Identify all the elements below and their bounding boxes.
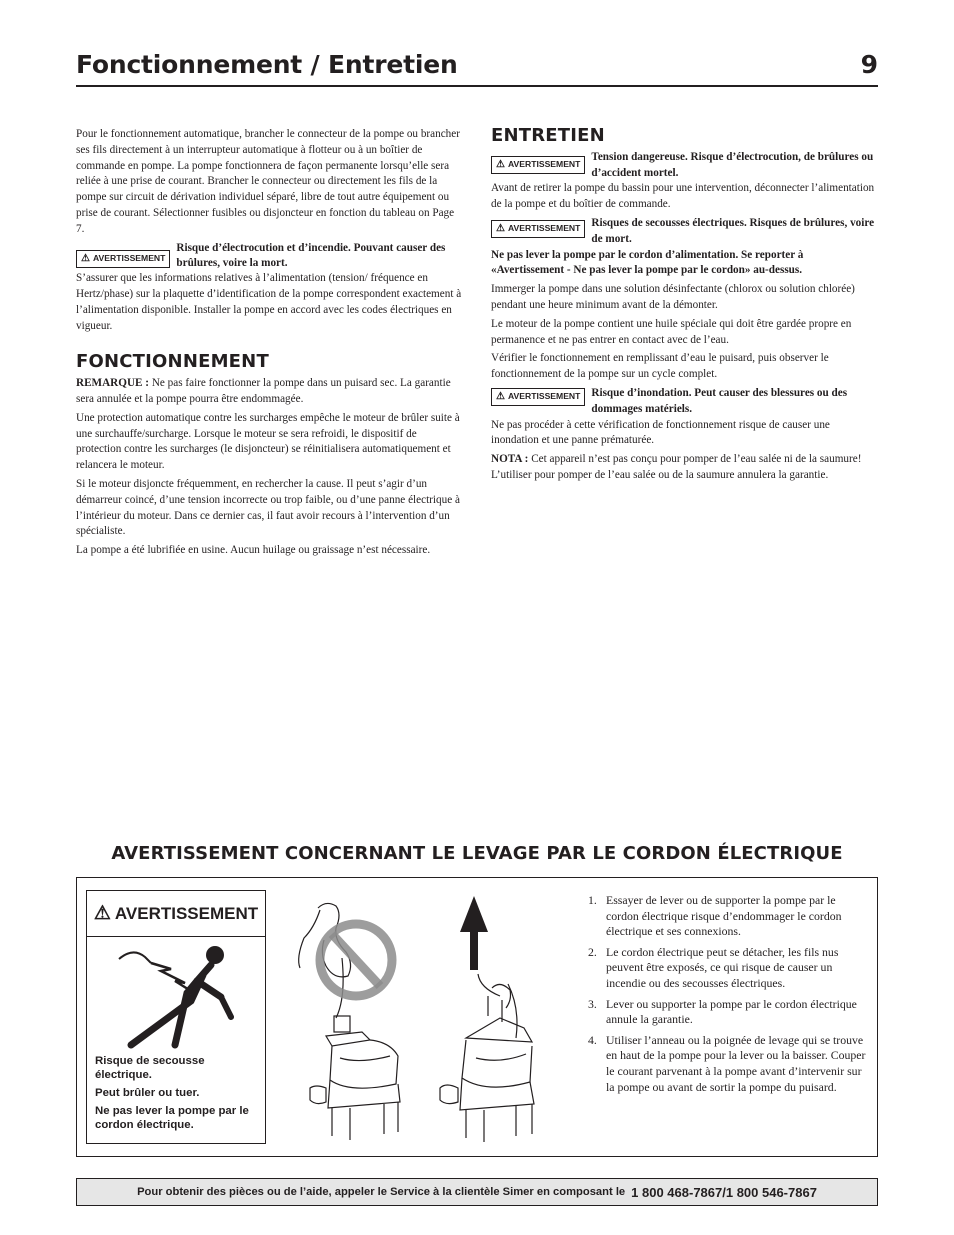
- safety-label-text: [95, 1054, 261, 1136]
- warning-body: S’assurer que les informations relatives à l’alimentation (tension/ fréquence en Hertz/phase) sur la plaquette d’identification de la pompe correspondent exactement à l’alimentation disponible. Installer la pompe en accord avec les codes électriques en vigueur.: [76, 272, 462, 332]
- tension-warning: [491, 150, 879, 182]
- warning-bold-text: Risque d’électrocution et d’incendie. Pouvant causer des brûlures, voire la mort.: [176, 241, 446, 270]
- remarque-text: Ne pas faire fonctionner la pompe dans un puisard sec. La garantie sera annulée et la pompe pourra être endommagée.: [76, 377, 451, 405]
- secousses-warning: [491, 216, 879, 248]
- warning-bold-text: Risque d’inondation. Peut causer des blessures ou des dommages matériels.: [591, 386, 848, 415]
- immerger-paragraph: Immerger la pompe dans une solution désinfectante (chlorox ou solution chlorée) pendant une heure minimum avant de la démonter.: [491, 283, 855, 311]
- safety-label: [86, 890, 266, 1144]
- list-item: 1. Essayer de lever ou de supporter la pompe par le cordon électrique risque d’endommager le cordon électrique et ses connexions.: [588, 893, 842, 939]
- lift-warning-title: AVERTISSEMENT CONCERNANT LE LEVAGE PAR LE CORDON ÉLECTRIQUE: [111, 843, 843, 864]
- header-rule: [76, 85, 878, 87]
- huile-paragraph: Le moteur de la pompe contient une huile spéciale qui doit être gardée propre en permanence et ne pas entrer en contact avec de l’eau.: [491, 317, 852, 346]
- lift-steps: [588, 893, 866, 1100]
- warning-badge: ⚠ AVERTISSEMENT: [76, 250, 170, 268]
- section-heading-entretien: ENTRETIEN: [491, 125, 605, 146]
- label-line: Ne pas lever la pompe par le cordon électrique.: [95, 1105, 249, 1131]
- electrocution-icon: [111, 941, 241, 1051]
- warning-badge: ⚠ AVERTISSEMENT: [491, 156, 585, 174]
- footer-phone: 1 800 468-7867/1 800 546-7867: [631, 1184, 817, 1200]
- electrocution-warning: [76, 241, 464, 273]
- nota-text: Cet appareil n’est pas conçu pour pomper de l’eau salée ni de la saumure! L’utiliser pour pomper de l’eau salée ou de la saumure annulera la garantie.: [491, 453, 862, 481]
- label-line: Risque de secousse électrique.: [95, 1055, 205, 1081]
- section-heading-fonctionnement: FONCTIONNEMENT: [76, 351, 269, 373]
- warning-triangle-icon: ⚠: [496, 158, 505, 170]
- footer-bar: [76, 1178, 878, 1206]
- arrow-up-icon: [460, 896, 488, 970]
- warning-body: Ne pas procéder à cette vérification de fonctionnement risque de causer une inondation et une panne prématurée.: [491, 418, 830, 447]
- no-symbol-icon: [320, 924, 392, 996]
- warning-bold-text: Risques de secousses électriques. Risques de brûlures, voire de mort.: [591, 216, 875, 245]
- remarque-label: REMARQUE :: [76, 377, 150, 390]
- intro-paragraph: Pour le fonctionnement automatique, brancher le connecteur de la pompe ou brancher ses fils directement à un interrupteur automatique à flotteur ou à un boîtier de commande en pompe. La pompe fonctionnera de façon permanente lorsqu’elle sera reliée à une prise de courant. Brancher le connecteur ou directement les fils de la pompe sur circuit de dérivation individuel séparé, libre de tout autre équipement ou prise de courant. Sélectionner fusibles ou disjoncteur en fonction du tableau on Page 7.: [76, 128, 460, 235]
- list-item: 3. Lever ou supporter la pompe par le cordon électrique annule la garantie.: [588, 996, 857, 1027]
- list-item: 4. Utiliser l’anneau ou la poignée de levage qui se trouve en haut de la pompe pour la lever ou la baisser. Couper le courant parvenant à la pompe avant d’intervenir sur la pompe ou avant de sortir la pompe du puisard.: [588, 1032, 866, 1094]
- page-number: 9: [860, 50, 878, 79]
- warning-badge: ⚠ AVERTISSEMENT: [491, 388, 585, 406]
- warning-triangle-icon: ⚠: [81, 252, 90, 264]
- disjoncte-paragraph: Si le moteur disjoncte fréquemment, en rechercher la cause. Il peut s’agir d’un démarreur coincé, d’une tension incorrecte ou trop faible, ou d’une panne électrique à l’intérieur du moteur. Dans ce dernier cas, il faut avoir recours à l’intervention d’un spécialiste.: [76, 477, 460, 538]
- warning-triangle-icon: ⚠: [496, 391, 505, 403]
- inondation-warning: [491, 386, 879, 418]
- nota-label: NOTA :: [491, 453, 529, 466]
- safety-label-title: AVERTISSEMENT: [114, 903, 259, 923]
- pump-illustration: [280, 888, 570, 1150]
- label-line: Peut brûler ou tuer.: [95, 1087, 200, 1099]
- right-column: [491, 125, 879, 487]
- warning-body: Avant de retirer la pompe du bassin pour une intervention, déconnecter l’alimentation de la pompe et du boîtier de commande.: [491, 182, 875, 211]
- safety-label-header: [87, 891, 265, 937]
- lubrification-paragraph: La pompe a été lubrifiée en usine. Aucun huilage ou graissage n’est nécessaire.: [76, 544, 431, 557]
- warning-badge: ⚠ AVERTISSEMENT: [491, 220, 585, 238]
- list-item: 2. Le cordon électrique peut se détacher, les fils nus peuvent être exposés, ce qui risque de causer un incendie ou des secousses électriques.: [588, 944, 839, 990]
- page-title: Fonctionnement / Entretien: [76, 50, 458, 79]
- protection-paragraph: Une protection automatique contre les surcharges empêche le moteur de brûler suite à une surchauffe/surcharge. Lorsque le moteur se sera refroidi, le dispositif de protection contre les surcharges (le disjoncteur) se réinitialisera automatiquement et relancera le moteur.: [76, 411, 460, 472]
- warning-bold-text: Tension dangereuse. Risque d’électrocution, de brûlures ou d’accident mortel.: [591, 150, 874, 179]
- left-column: [76, 127, 464, 562]
- verifier-paragraph: Vérifier le fonctionnement en remplissant d’eau le puisard, puis observer le fonctionnement de la pompe sur un cycle complet.: [491, 352, 829, 381]
- warning-triangle-icon: ⚠: [93, 903, 111, 924]
- warning-triangle-icon: ⚠: [496, 223, 505, 235]
- cordon-paragraph: Ne pas lever la pompe par le cordon d’alimentation. Se reporter à «Avertissement - Ne pas lever la pompe par le cordon» au-dessus.: [491, 248, 804, 277]
- footer-text: Pour obtenir des pièces ou de l’aide, appeler le Service à la clientèle Simer en composant le: [137, 1186, 626, 1198]
